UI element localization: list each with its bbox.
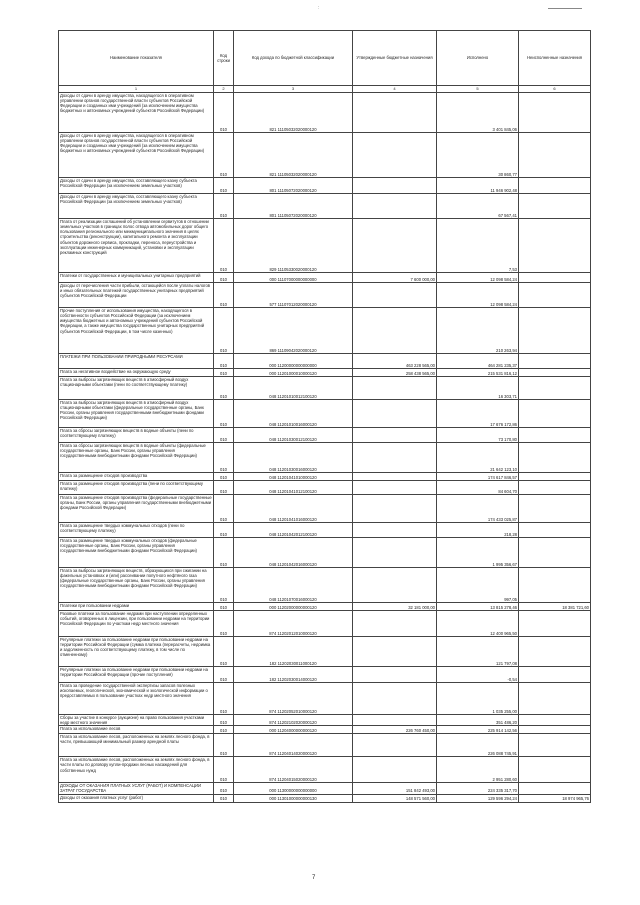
table-row bbox=[59, 568, 591, 603]
table-cell-approved bbox=[353, 93, 437, 133]
table-cell-executed: 2 951 280,60 bbox=[437, 757, 519, 783]
table-cell-name: ПЛАТЕЖИ ПРИ ПОЛЬЗОВАНИИ ПРИРОДНЫМИ РЕСУРСАМИ bbox=[59, 354, 214, 369]
table-cell-approved: 32 181 000,00 bbox=[353, 603, 437, 611]
table-cell-name: Разовые платежи за пользование недрами при наступлении определенных событий, оговоренных в лицензии, при пользовании недрами на территории Российской Федерации по участкам недр местного значения bbox=[59, 611, 214, 637]
table-cell-line-code: 010 bbox=[214, 308, 234, 354]
table-cell-line-code: 010 bbox=[214, 178, 234, 194]
table-cell-executed: 129 596 294,24 bbox=[437, 794, 519, 802]
table-cell-budget-code: 048 11201041016000120 bbox=[234, 495, 353, 523]
table-cell-line-code: 010 bbox=[214, 273, 234, 283]
table-row bbox=[59, 637, 591, 667]
table-cell-approved: 226 760 450,00 bbox=[353, 726, 437, 734]
table-row bbox=[59, 473, 591, 481]
table-row bbox=[59, 400, 591, 428]
table-cell-unexecuted bbox=[519, 369, 591, 377]
table-cell-name: Плата за негативное воздействие на окружающую среду bbox=[59, 369, 214, 377]
table-cell-budget-code: 000 11300000000000000 bbox=[234, 783, 353, 794]
table-cell-line-code: 010 bbox=[214, 611, 234, 637]
header-budget-code: Код дохода по бюджетной классификации bbox=[234, 31, 353, 86]
table-cell-name: Плата за сбросы загрязняющих веществ в водные объекты (федеральные государственные органы, Банк России, органы управления государственными внебюджетными фондами Российской Федерации) bbox=[59, 443, 214, 473]
table-row bbox=[59, 726, 591, 734]
table-cell-unexecuted: 18 974 965,76 bbox=[519, 794, 591, 802]
table-cell-line-code: 010 bbox=[214, 93, 234, 133]
header-unexecuted: Неисполненные назначения bbox=[519, 31, 591, 86]
table-row bbox=[59, 93, 591, 133]
table-cell-name: Сборы за участие в конкурсе (аукционе) на право пользования участками недр местного значения bbox=[59, 715, 214, 726]
table-cell-unexecuted bbox=[519, 637, 591, 667]
table-cell-line-code: 010 bbox=[214, 726, 234, 734]
table-cell-line-code: 010 bbox=[214, 443, 234, 473]
table-cell-name: Доходы от перечисления части прибыли, остающейся после уплаты налогов и иных обязательных платежей государственных унитарных предприятий субъектов Российской Федерации bbox=[59, 283, 214, 308]
table-row bbox=[59, 794, 591, 802]
header-line-code: Код строки bbox=[214, 31, 234, 86]
table-cell-budget-code: 829 11105330020000120 bbox=[234, 219, 353, 273]
table-cell-budget-code: 821 11105032020000120 bbox=[234, 93, 353, 133]
table-cell-name: Плата за использование лесов, расположенных на землях лесного фонда, в части платы по договору купли-продажи лесных насаждений для собственных нужд bbox=[59, 757, 214, 783]
table-cell-line-code: 010 bbox=[214, 757, 234, 783]
table-cell-unexecuted bbox=[519, 667, 591, 683]
table-row bbox=[59, 667, 591, 683]
table-cell-executed: 84 604,70 bbox=[437, 481, 519, 495]
table-row bbox=[59, 194, 591, 219]
table-cell-name: Плата за использование лесов, расположенных на землях лесного фонда, в части, превышающей минимальный размер арендной платы bbox=[59, 734, 214, 757]
table-cell-name: Плата за выбросы загрязняющих веществ в атмосферный воздух стационарными объектами (пени по соответствующему платежу) bbox=[59, 377, 214, 400]
table-cell-approved: 463 228 565,00 bbox=[353, 354, 437, 369]
table-cell-name: ДОХОДЫ ОТ ОКАЗАНИЯ ПЛАТНЫХ УСЛУГ (РАБОТ) И КОМПЕНСАЦИИ ЗАТРАТ ГОСУДАРСТВА bbox=[59, 783, 214, 794]
table-cell-name: Плата за размещение отходов производства (пени по соответствующему платежу) bbox=[59, 481, 214, 495]
table-cell-executed: 1 995 356,67 bbox=[437, 538, 519, 568]
table-cell-executed: 21 642 123,10 bbox=[437, 443, 519, 473]
table-cell-executed: 13 815 278,46 bbox=[437, 603, 519, 611]
header-executed: Исполнено bbox=[437, 31, 519, 86]
table-cell-unexecuted bbox=[519, 443, 591, 473]
table-cell-budget-code: 874 11202052010000120 bbox=[234, 683, 353, 715]
table-cell-line-code: 010 bbox=[214, 667, 234, 683]
table-cell-approved bbox=[353, 611, 437, 637]
top-mark: : bbox=[318, 5, 320, 11]
table-cell-unexecuted bbox=[519, 538, 591, 568]
table-cell-executed: 215 531 816,12 bbox=[437, 369, 519, 377]
table-cell-line-code: 010 bbox=[214, 603, 234, 611]
table-cell-executed: 351 486,20 bbox=[437, 715, 519, 726]
column-number: 6 bbox=[519, 86, 591, 93]
table-cell-approved bbox=[353, 283, 437, 308]
table-cell-budget-code: 801 11105072020000120 bbox=[234, 178, 353, 194]
income-report-table bbox=[58, 30, 591, 803]
table-row bbox=[59, 683, 591, 715]
table-cell-executed: 997,05 bbox=[437, 568, 519, 603]
table-cell-unexecuted bbox=[519, 354, 591, 369]
table-cell-approved bbox=[353, 443, 437, 473]
table-cell-line-code: 010 bbox=[214, 354, 234, 369]
table-row bbox=[59, 603, 591, 611]
table-cell-budget-code: 000 11201000010000120 bbox=[234, 369, 353, 377]
table-cell-budget-code: 182 11202030014000120 bbox=[234, 667, 353, 683]
table-cell-executed: 3 401 845,06 bbox=[437, 93, 519, 133]
table-cell-approved bbox=[353, 637, 437, 667]
table-cell-name: Плата за сбросы загрязняющих веществ в водные объекты (пени по соответствующему платежу) bbox=[59, 428, 214, 443]
table-row bbox=[59, 178, 591, 194]
table-cell-approved: 7 600 000,00 bbox=[353, 273, 437, 283]
table-row bbox=[59, 308, 591, 354]
table-cell-unexecuted bbox=[519, 481, 591, 495]
table-cell-budget-code: 000 11202000000000120 bbox=[234, 603, 353, 611]
column-number: 2 bbox=[214, 86, 234, 93]
table-cell-line-code: 010 bbox=[214, 794, 234, 802]
table-cell-line-code: 010 bbox=[214, 683, 234, 715]
table-row bbox=[59, 283, 591, 308]
table-cell-budget-code: 000 11107000000000000 bbox=[234, 273, 353, 283]
table-cell-name: Плата за размещение твердых коммунальных отходов (федеральные государственные органы, Банк России, органы управления государственными внебюджетными фондами Российской Федерации) bbox=[59, 538, 214, 568]
table-cell-budget-code: 048 11201070016000120 bbox=[234, 568, 353, 603]
table-cell-unexecuted bbox=[519, 219, 591, 273]
table-row bbox=[59, 428, 591, 443]
table-cell-unexecuted bbox=[519, 715, 591, 726]
table-cell-unexecuted bbox=[519, 400, 591, 428]
table-cell-budget-code: 577 11107012020000120 bbox=[234, 283, 353, 308]
table-cell-budget-code: 821 11105032020000120 bbox=[234, 133, 353, 178]
table-row bbox=[59, 481, 591, 495]
table-cell-executed: 210 263,94 bbox=[437, 308, 519, 354]
header-indicator-name: Наименование показателя bbox=[59, 31, 214, 86]
table-cell-executed: 225 914 142,56 bbox=[437, 726, 519, 734]
table-cell-unexecuted bbox=[519, 783, 591, 794]
table-cell-line-code: 010 bbox=[214, 481, 234, 495]
table-cell-name: Плата за проведение государственной экспертизы запасов полезных ископаемых, геологической, экономической и экологической информации о предоставляемых в пользование участках недр местного значения bbox=[59, 683, 214, 715]
table-cell-line-code: 010 bbox=[214, 219, 234, 273]
table-cell-approved bbox=[353, 757, 437, 783]
table-cell-name: Плата за использование лесов bbox=[59, 726, 214, 734]
table-cell-name: Плата за выбросы загрязняющих веществ, образующихся при сжигании на факельных установках и (или) рассеивании попутного нефтяного газа (федеральные государственные органы, Банк России, органы управления государственными внебюджетными фондами Российской Федерации) bbox=[59, 568, 214, 603]
table-cell-approved bbox=[353, 377, 437, 400]
table-cell-approved bbox=[353, 683, 437, 715]
table-row bbox=[59, 523, 591, 538]
table-cell-unexecuted bbox=[519, 133, 591, 178]
table-cell-line-code: 010 bbox=[214, 783, 234, 794]
table-cell-line-code: 010 bbox=[214, 523, 234, 538]
table-row bbox=[59, 783, 591, 794]
table-row bbox=[59, 369, 591, 377]
table-cell-executed: -0,54 bbox=[437, 667, 519, 683]
table-cell-executed: 7,53 bbox=[437, 219, 519, 273]
table-cell-approved bbox=[353, 308, 437, 354]
column-number-row bbox=[59, 86, 591, 93]
table-cell-approved bbox=[353, 194, 437, 219]
table-cell-unexecuted: 18 381 721,60 bbox=[519, 603, 591, 611]
table-cell-approved bbox=[353, 568, 437, 603]
table-cell-executed: 12 400 965,50 bbox=[437, 611, 519, 637]
table-cell-executed: 12 098 584,24 bbox=[437, 283, 519, 308]
column-number: 3 bbox=[234, 86, 353, 93]
table-cell-line-code: 010 bbox=[214, 194, 234, 219]
table-cell-approved bbox=[353, 495, 437, 523]
table-cell-budget-code: 048 11201030016000120 bbox=[234, 443, 353, 473]
table-cell-approved bbox=[353, 523, 437, 538]
table-cell-approved bbox=[353, 734, 437, 757]
table-row bbox=[59, 538, 591, 568]
table-cell-executed: 121 797,08 bbox=[437, 637, 519, 667]
table-body bbox=[59, 93, 591, 803]
table-cell-line-code: 010 bbox=[214, 568, 234, 603]
table-cell-unexecuted bbox=[519, 495, 591, 523]
table-cell-line-code: 010 bbox=[214, 734, 234, 757]
table-row bbox=[59, 495, 591, 523]
table-cell-executed: 224 335 317,70 bbox=[437, 783, 519, 794]
table-cell-unexecuted bbox=[519, 523, 591, 538]
table-cell-budget-code: 874 11202012010000120 bbox=[234, 611, 353, 637]
table-cell-budget-code: 048 11201041012100120 bbox=[234, 481, 353, 495]
table-row bbox=[59, 354, 591, 369]
table-cell-approved bbox=[353, 667, 437, 683]
table-cell-approved bbox=[353, 428, 437, 443]
table-cell-budget-code: 048 11201010016000120 bbox=[234, 400, 353, 428]
table-row bbox=[59, 273, 591, 283]
table-cell-executed: 12 098 584,24 bbox=[437, 273, 519, 283]
table-cell-budget-code: 000 11200000000000000 bbox=[234, 354, 353, 369]
table-cell-line-code: 010 bbox=[214, 400, 234, 428]
top-rule bbox=[548, 8, 582, 9]
table-cell-budget-code: 874 11202102020000120 bbox=[234, 715, 353, 726]
table-cell-name: Доходы от сдачи в аренду имущества, находящегося в оперативном управлении органов государственной власти субъектов Российской Федерации и созданных ими учреждений (за исключением имущества бюджетных и автономных учреждений субъектов Российской Федерации) bbox=[59, 133, 214, 178]
table-cell-unexecuted bbox=[519, 377, 591, 400]
table-cell-line-code: 010 bbox=[214, 133, 234, 178]
table-cell-executed: 1 035 255,00 bbox=[437, 683, 519, 715]
table-cell-name: Платежи от государственных и муниципальных унитарных предприятий bbox=[59, 273, 214, 283]
table-cell-unexecuted bbox=[519, 428, 591, 443]
table-cell-executed: 30 860,77 bbox=[437, 133, 519, 178]
table-cell-line-code: 010 bbox=[214, 473, 234, 481]
table-cell-name: Плата за выбросы загрязняющих веществ в атмосферный воздух стационарными объектами (федеральные государственные органы, Банк России, органы управления государственными внебюджетными фондами Российской Федерации) bbox=[59, 400, 214, 428]
table-cell-unexecuted bbox=[519, 283, 591, 308]
table-cell-budget-code: 048 11201042012100120 bbox=[234, 523, 353, 538]
table-cell-line-code: 010 bbox=[214, 428, 234, 443]
table-cell-unexecuted bbox=[519, 757, 591, 783]
table-cell-approved bbox=[353, 538, 437, 568]
table-cell-approved bbox=[353, 715, 437, 726]
table-cell-name: Плата за размещение твердых коммунальных отходов (пени по соответствующему платежу) bbox=[59, 523, 214, 538]
table-row bbox=[59, 219, 591, 273]
table-cell-approved bbox=[353, 178, 437, 194]
table-cell-unexecuted bbox=[519, 473, 591, 481]
table-cell-budget-code: 874 11204015020000120 bbox=[234, 757, 353, 783]
table-cell-unexecuted bbox=[519, 726, 591, 734]
table-cell-budget-code: 000 11204000000000120 bbox=[234, 726, 353, 734]
table-cell-budget-code: 048 11201010012100120 bbox=[234, 377, 353, 400]
table-cell-budget-code: 869 11109042020000120 bbox=[234, 308, 353, 354]
table-cell-line-code: 010 bbox=[214, 283, 234, 308]
table-cell-approved bbox=[353, 133, 437, 178]
table-cell-line-code: 010 bbox=[214, 495, 234, 523]
table-cell-name: Доходы от сдачи в аренду имущества, составляющего казну субъекта Российской Федерации (за исключением земельных участков) bbox=[59, 178, 214, 194]
table-cell-unexecuted bbox=[519, 683, 591, 715]
column-number: 4 bbox=[353, 86, 437, 93]
table-cell-executed: 73 170,80 bbox=[437, 428, 519, 443]
table-cell-unexecuted bbox=[519, 568, 591, 603]
table-cell-approved bbox=[353, 400, 437, 428]
table-cell-name: Доходы от оказания платных услуг (работ) bbox=[59, 794, 214, 802]
table-cell-approved: 258 438 565,00 bbox=[353, 369, 437, 377]
table-header-row bbox=[59, 31, 591, 86]
table-cell-executed: 226 088 745,91 bbox=[437, 734, 519, 757]
table-cell-budget-code: 874 11204014020000120 bbox=[234, 734, 353, 757]
table-row bbox=[59, 757, 591, 783]
table-cell-approved bbox=[353, 219, 437, 273]
table-cell-budget-code: 182 11202030011000120 bbox=[234, 637, 353, 667]
table-cell-executed: 174 617 846,57 bbox=[437, 473, 519, 481]
table-cell-approved: 148 571 560,00 bbox=[353, 794, 437, 802]
table-cell-line-code: 010 bbox=[214, 538, 234, 568]
table-cell-name: Доходы от сдачи в аренду имущества, составляющего казну субъекта Российской Федерации (за исключением земельных участков) bbox=[59, 194, 214, 219]
column-number: 5 bbox=[437, 86, 519, 93]
table-cell-name: Доходы от сдачи в аренду имущества, находящегося в оперативном управлении органов государственной власти субъектов Российской Федерации и созданных ими учреждений (за исключением имущества бюджетных и автономных учреждений субъектов Российской Федерации) bbox=[59, 93, 214, 133]
table-cell-unexecuted bbox=[519, 611, 591, 637]
column-number: 1 bbox=[59, 86, 214, 93]
table-cell-name: Прочие поступления от использования имущества, находящегося в собственности субъектов Российской Федерации (за исключением имущества бюджетных и автономных учреждений субъектов Российской Федерации, а также имущества государственных унитарных предприятий субъектов Российской Федерации, в том числе казенных) bbox=[59, 308, 214, 354]
table-cell-unexecuted bbox=[519, 273, 591, 283]
table-cell-executed: 464 281 235,37 bbox=[437, 354, 519, 369]
table-cell-executed: 218,28 bbox=[437, 523, 519, 538]
table-cell-budget-code: 048 11201030012100120 bbox=[234, 428, 353, 443]
table-cell-name: Плата за размещение отходов производства (федеральные государственные органы, Банк России, органы управления государственными внебюджетными фондами Российской Федерации) bbox=[59, 495, 214, 523]
table-cell-approved: 151 842 493,00 bbox=[353, 783, 437, 794]
table-row bbox=[59, 443, 591, 473]
table-cell-unexecuted bbox=[519, 93, 591, 133]
table-cell-approved bbox=[353, 473, 437, 481]
table-cell-executed: 11 946 902,48 bbox=[437, 178, 519, 194]
table-cell-name: Плата за размещение отходов производства bbox=[59, 473, 214, 481]
table-cell-unexecuted bbox=[519, 308, 591, 354]
table-cell-budget-code: 000 11301000000000130 bbox=[234, 794, 353, 802]
table-cell-name: Плата от реализации соглашений об установлении сервитутов в отношении земельных участков в границах полос отвода автомобильных дорог общего пользования регионального или межмуниципального значения в целях строительства (реконструкции), капитального ремонта и эксплуатации объектов дорожного сервиса, прокладки, переноса, переустройства и эксплуатации инженерных коммуникаций, установки и эксплуатации рекламных конструкций bbox=[59, 219, 214, 273]
table-cell-approved bbox=[353, 481, 437, 495]
table-cell-line-code: 010 bbox=[214, 369, 234, 377]
table-cell-name: Регулярные платежи за пользование недрами при пользовании недрами на территории Российской Федерации (прочие поступления) bbox=[59, 667, 214, 683]
table-cell-executed: 17 676 172,86 bbox=[437, 400, 519, 428]
table-cell-unexecuted bbox=[519, 194, 591, 219]
page-number: 7 bbox=[312, 875, 316, 881]
table-row bbox=[59, 611, 591, 637]
table-row bbox=[59, 734, 591, 757]
table-cell-budget-code: 801 11105072020000120 bbox=[234, 194, 353, 219]
table-cell-name: Регулярные платежи за пользование недрами при пользовании недрами на территории Российской Федерации (сумма платежа (перерасчеты, недоимка и задолженность по соответствующему платежу, в том числе по отмененному) bbox=[59, 637, 214, 667]
table-row bbox=[59, 133, 591, 178]
table-cell-budget-code: 048 11201042016000120 bbox=[234, 538, 353, 568]
table-cell-line-code: 010 bbox=[214, 715, 234, 726]
table-cell-unexecuted bbox=[519, 178, 591, 194]
table-cell-unexecuted bbox=[519, 734, 591, 757]
table-row bbox=[59, 715, 591, 726]
table-cell-line-code: 010 bbox=[214, 637, 234, 667]
header-approved: Утвержденные бюджетные назначения bbox=[353, 31, 437, 86]
table-cell-executed: 16 303,71 bbox=[437, 377, 519, 400]
table-cell-executed: 174 433 025,87 bbox=[437, 495, 519, 523]
table-cell-budget-code: 048 11201041010000120 bbox=[234, 473, 353, 481]
table-cell-executed: 67 567,41 bbox=[437, 194, 519, 219]
table-cell-name: Платежи при пользовании недрами bbox=[59, 603, 214, 611]
table-row bbox=[59, 377, 591, 400]
table-cell-line-code: 010 bbox=[214, 377, 234, 400]
